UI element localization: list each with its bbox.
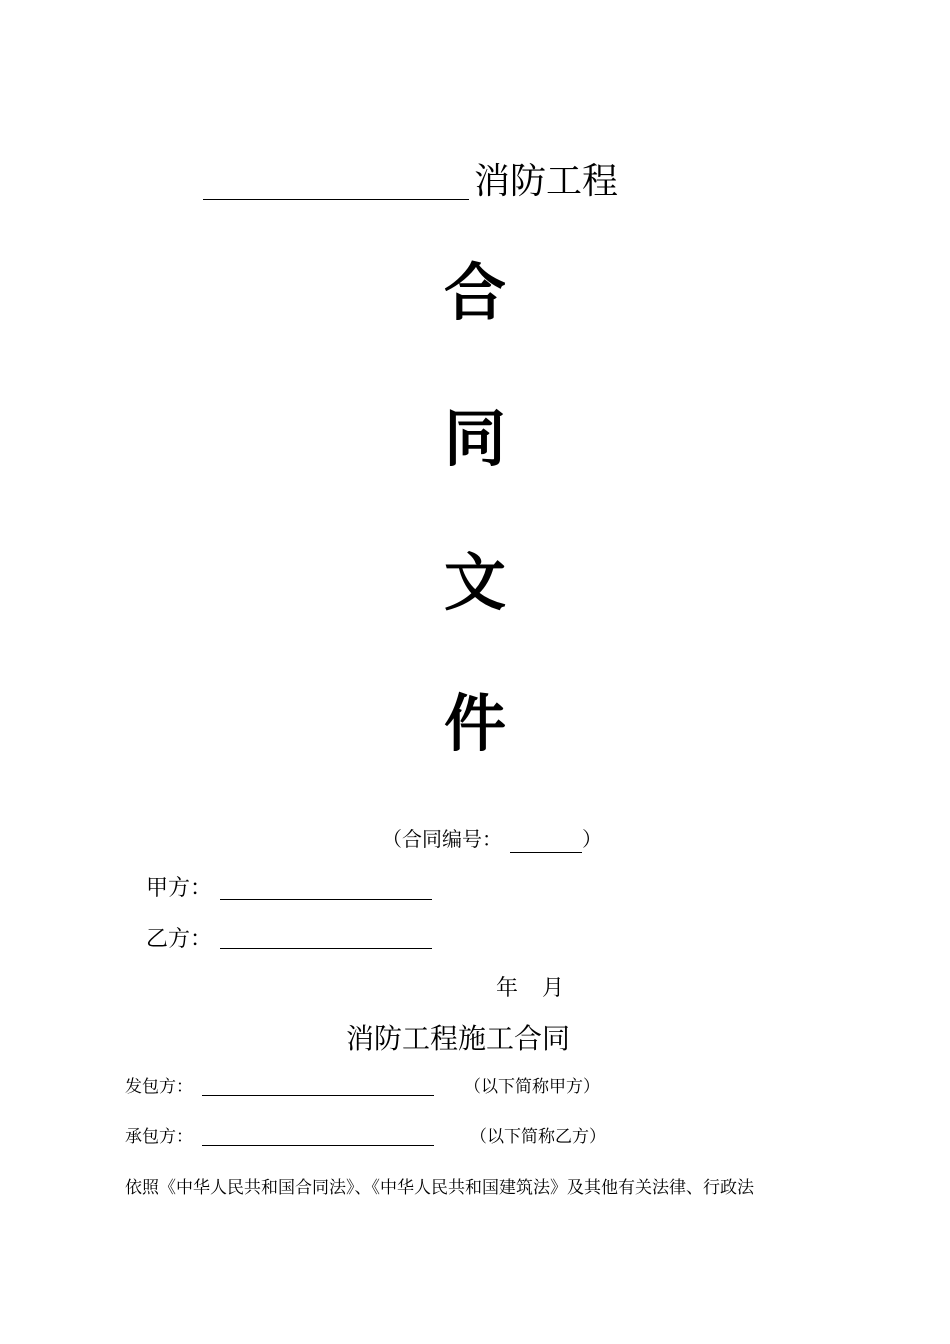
- project-type-label: 消防工程: [474, 161, 619, 202]
- legal-basis-text: 依照《中华人民共和国合同法》、《中华人民共和国建筑法》及其他有关法律、行政法: [125, 1178, 754, 1198]
- contract-number-prefix: （合同编号：: [382, 827, 502, 851]
- party-b-blank: [220, 948, 432, 949]
- title-char-3: 文: [443, 546, 506, 619]
- contract-title: 消防工程施工合同: [346, 1022, 571, 1055]
- contractor-blank: [202, 1095, 434, 1096]
- contract-number-suffix: ）: [582, 827, 602, 851]
- month-label: 月: [542, 976, 565, 1001]
- builder-label: 承包方：: [125, 1127, 193, 1147]
- builder-blank: [202, 1145, 434, 1146]
- contract-number: [382, 825, 602, 853]
- contractor-note: （以下简称甲方）: [464, 1077, 600, 1097]
- party-b-label: 乙方：: [146, 927, 213, 952]
- builder-note: （以下简称乙方）: [470, 1127, 606, 1147]
- party-a-label: 甲方：: [146, 876, 213, 901]
- project-name-blank: [203, 199, 469, 200]
- contractor-label: 发包方：: [125, 1077, 193, 1097]
- contract-number-blank: [510, 832, 582, 853]
- year-label: 年: [496, 976, 519, 1001]
- title-char-1: 合: [443, 256, 506, 329]
- cover-date: [496, 974, 564, 1004]
- title-char-4: 件: [443, 687, 506, 760]
- title-char-2: 同: [443, 402, 506, 475]
- party-a-blank: [220, 899, 432, 900]
